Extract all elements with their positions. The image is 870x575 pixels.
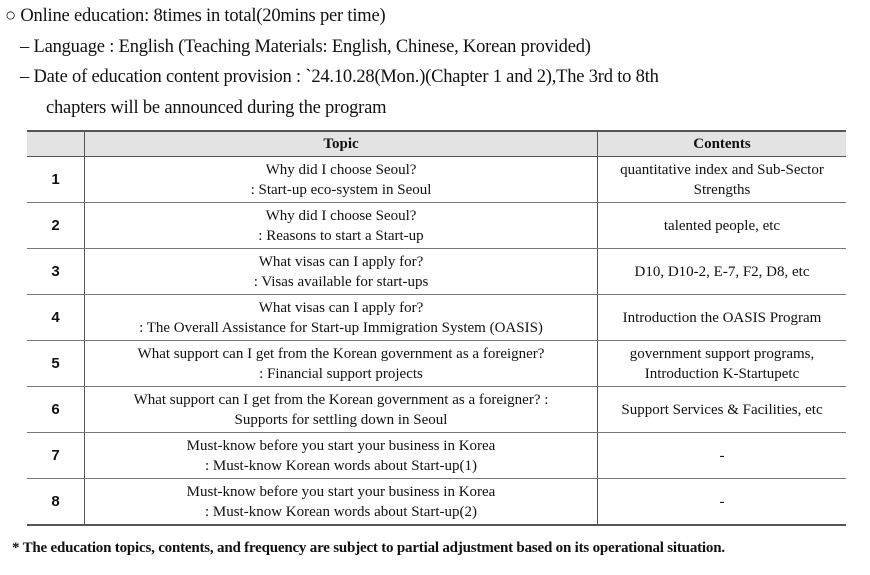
row-contents: government support programs, Introduction K-Startupetc xyxy=(598,341,847,387)
row-topic xyxy=(85,479,598,526)
topic-title: Must-know before you start your business in Korea xyxy=(186,483,496,500)
table-row xyxy=(27,249,846,295)
header-topic: Topic xyxy=(85,131,598,157)
footnote: * The education topics, contents, and frequency are subject to partial adjustment based on its operational situation. xyxy=(12,540,725,556)
table-row xyxy=(27,157,846,203)
row-number: 6 xyxy=(27,387,85,433)
table-row xyxy=(27,203,846,249)
row-contents: Support Services & Facilities, etc xyxy=(598,387,847,433)
intro-line-date: – Date of education content provision : `24.10.28(Mon.)(Chapter 1 and 2),The 3rd to 8th xyxy=(20,67,659,87)
row-contents: Introduction the OASIS Program xyxy=(598,295,847,341)
table-row xyxy=(27,341,846,387)
row-number: 1 xyxy=(27,157,85,203)
topic-title: Why did I choose Seoul? xyxy=(265,161,417,178)
table-header-row xyxy=(27,131,846,157)
row-number: 4 xyxy=(27,295,85,341)
topic-subtitle: : Start-up eco-system in Seoul xyxy=(250,181,432,198)
topic-subtitle: : Financial support projects xyxy=(259,365,423,382)
table-row xyxy=(27,387,846,433)
topic-title: What visas can I apply for? xyxy=(258,299,424,316)
row-contents: talented people, etc xyxy=(598,203,847,249)
header-number xyxy=(27,131,85,157)
topic-subtitle: : Must-know Korean words about Start-up(2) xyxy=(204,503,478,520)
topic-title: What support can I get from the Korean government as a foreigner? xyxy=(137,345,545,362)
row-contents: - xyxy=(598,433,847,479)
header-contents: Contents xyxy=(598,131,847,157)
row-topic xyxy=(85,295,598,341)
topic-subtitle: : Visas available for start-ups xyxy=(253,273,429,290)
row-number: 2 xyxy=(27,203,85,249)
education-schedule-table xyxy=(27,130,846,526)
topic-subtitle: : The Overall Assistance for Start-up Immigration System (OASIS) xyxy=(139,319,543,336)
row-contents: quantitative index and Sub-Sector Strengths xyxy=(598,157,847,203)
intro-line-chapters: chapters will be announced during the program xyxy=(46,98,387,118)
row-contents: - xyxy=(598,479,847,526)
table-row xyxy=(27,479,846,526)
intro-line-language: – Language : English (Teaching Materials: English, Chinese, Korean provided) xyxy=(20,37,591,57)
topic-subtitle: : Reasons to start a Start-up xyxy=(258,227,424,244)
row-topic xyxy=(85,157,598,203)
row-number: 7 xyxy=(27,433,85,479)
row-topic xyxy=(85,387,598,433)
topic-subtitle: Supports for settling down in Seoul xyxy=(234,411,448,428)
topic-subtitle: : Must-know Korean words about Start-up(1) xyxy=(204,457,478,474)
row-topic xyxy=(85,341,598,387)
topic-title: What support can I get from the Korean government as a foreigner? : xyxy=(133,391,549,408)
intro-line-online-education: ○ Online education: 8times in total(20mins per time) xyxy=(5,6,386,26)
row-number: 8 xyxy=(27,479,85,526)
row-number: 5 xyxy=(27,341,85,387)
row-contents: D10, D10-2, E-7, F2, D8, etc xyxy=(598,249,847,295)
row-topic xyxy=(85,203,598,249)
table-row xyxy=(27,295,846,341)
table-row xyxy=(27,433,846,479)
topic-title: Why did I choose Seoul? xyxy=(265,207,417,224)
topic-title: Must-know before you start your business in Korea xyxy=(186,437,496,454)
row-topic xyxy=(85,433,598,479)
row-number: 3 xyxy=(27,249,85,295)
topic-title: What visas can I apply for? xyxy=(258,253,424,270)
row-topic xyxy=(85,249,598,295)
